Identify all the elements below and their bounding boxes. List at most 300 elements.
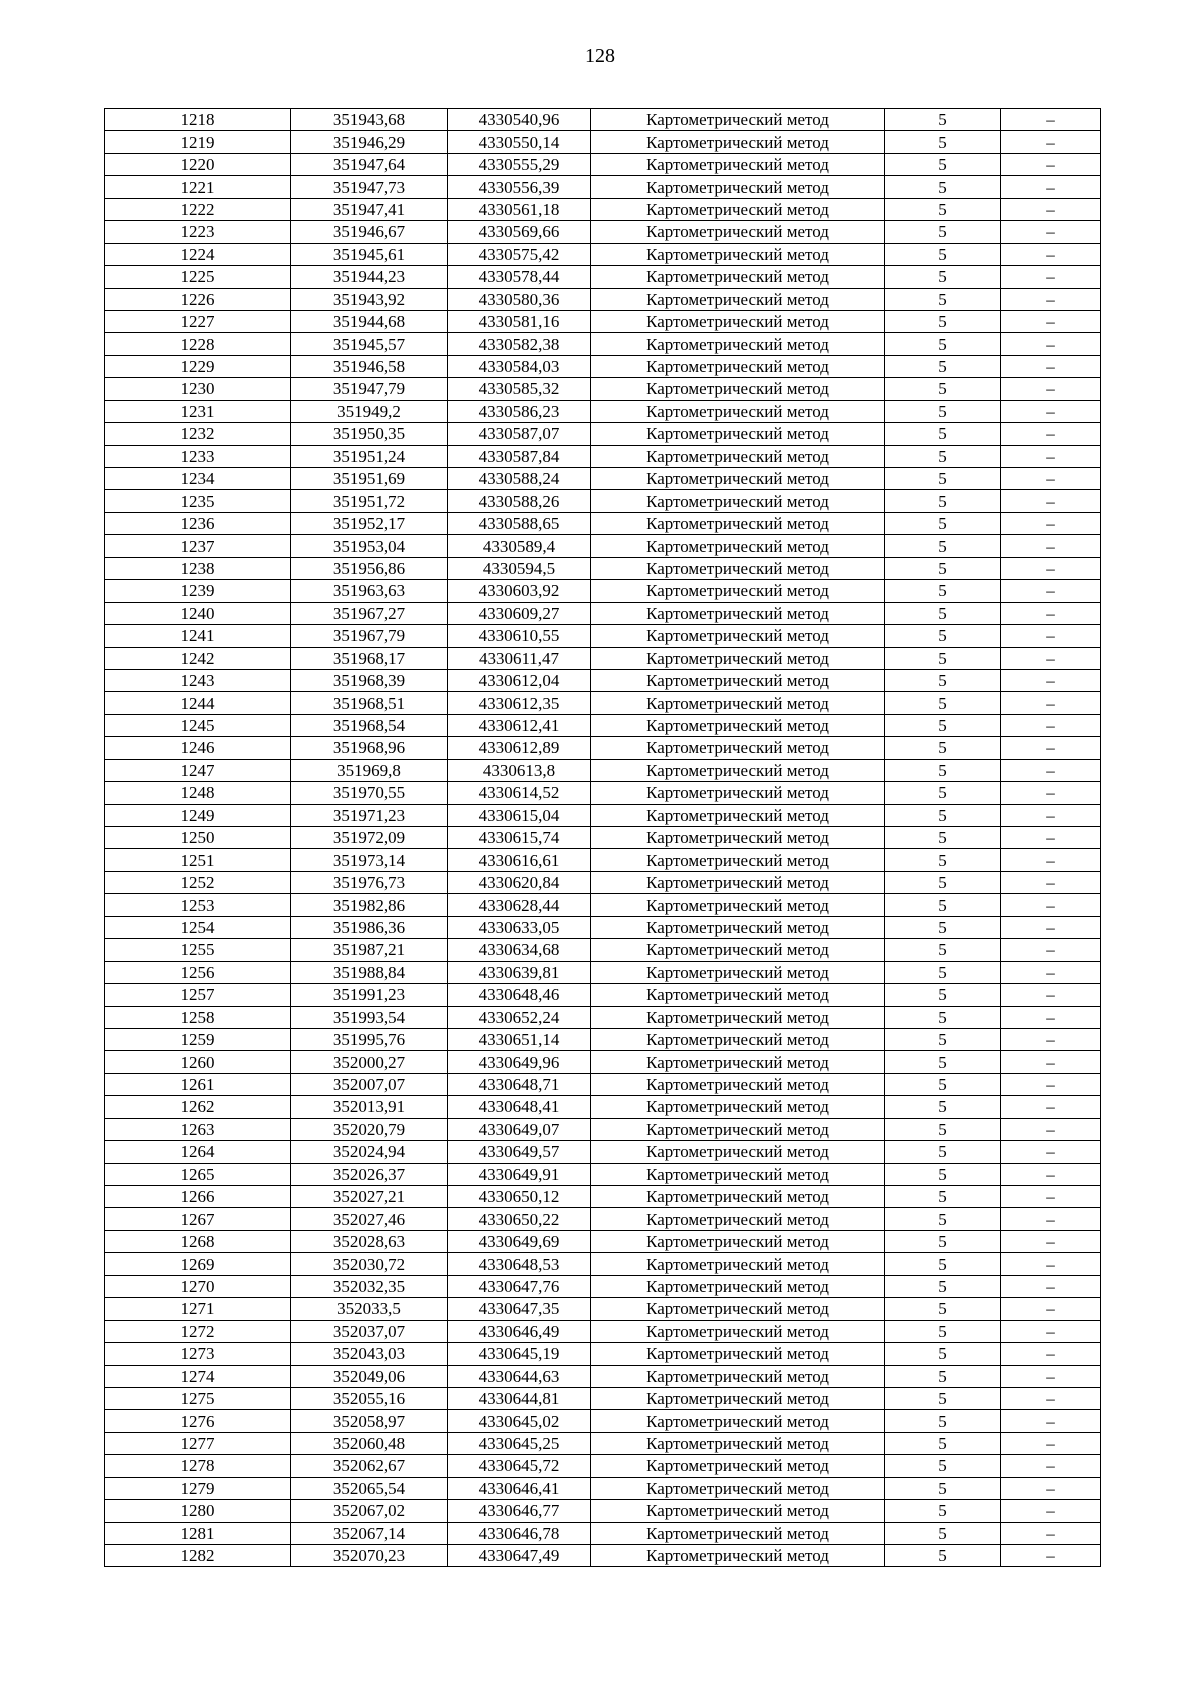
y-coordinate-cell: 4330614,52 xyxy=(448,782,591,804)
empty-mark-cell: – xyxy=(1001,669,1101,691)
accuracy-cell: 5 xyxy=(885,737,1001,759)
empty-mark-cell: – xyxy=(1001,423,1101,445)
empty-mark-cell: – xyxy=(1001,221,1101,243)
method-cell: Картометрический метод xyxy=(591,1186,885,1208)
accuracy-cell: 5 xyxy=(885,1455,1001,1477)
empty-mark-cell: – xyxy=(1001,512,1101,534)
accuracy-cell: 5 xyxy=(885,333,1001,355)
method-cell: Картометрический метод xyxy=(591,288,885,310)
accuracy-cell: 5 xyxy=(885,1073,1001,1095)
x-coordinate-cell: 351968,96 xyxy=(291,737,448,759)
method-cell: Картометрический метод xyxy=(591,512,885,534)
x-coordinate-cell: 352026,37 xyxy=(291,1163,448,1185)
table-row xyxy=(105,1141,1101,1163)
accuracy-cell: 5 xyxy=(885,894,1001,916)
point-number-cell: 1281 xyxy=(105,1522,291,1544)
method-cell: Картометрический метод xyxy=(591,647,885,669)
point-number-cell: 1255 xyxy=(105,939,291,961)
table-row xyxy=(105,400,1101,422)
empty-mark-cell: – xyxy=(1001,1455,1101,1477)
empty-mark-cell: – xyxy=(1001,400,1101,422)
accuracy-cell: 5 xyxy=(885,669,1001,691)
accuracy-cell: 5 xyxy=(885,243,1001,265)
table-row xyxy=(105,176,1101,198)
method-cell: Картометрический метод xyxy=(591,1500,885,1522)
empty-mark-cell: – xyxy=(1001,109,1101,131)
empty-mark-cell: – xyxy=(1001,827,1101,849)
table-row xyxy=(105,1477,1101,1499)
table-row xyxy=(105,109,1101,131)
accuracy-cell: 5 xyxy=(885,625,1001,647)
accuracy-cell: 5 xyxy=(885,804,1001,826)
point-number-cell: 1249 xyxy=(105,804,291,826)
table-row xyxy=(105,1343,1101,1365)
x-coordinate-cell: 351973,14 xyxy=(291,849,448,871)
accuracy-cell: 5 xyxy=(885,692,1001,714)
point-number-cell: 1263 xyxy=(105,1118,291,1140)
x-coordinate-cell: 351988,84 xyxy=(291,961,448,983)
x-coordinate-cell: 351976,73 xyxy=(291,871,448,893)
x-coordinate-cell: 351971,23 xyxy=(291,804,448,826)
x-coordinate-cell: 352020,79 xyxy=(291,1118,448,1140)
table-row xyxy=(105,1073,1101,1095)
y-coordinate-cell: 4330581,16 xyxy=(448,310,591,332)
table-row xyxy=(105,961,1101,983)
method-cell: Картометрический метод xyxy=(591,1073,885,1095)
point-number-cell: 1267 xyxy=(105,1208,291,1230)
accuracy-cell: 5 xyxy=(885,1163,1001,1185)
empty-mark-cell: – xyxy=(1001,310,1101,332)
x-coordinate-cell: 352000,27 xyxy=(291,1051,448,1073)
method-cell: Картометрический метод xyxy=(591,131,885,153)
table-row xyxy=(105,737,1101,759)
x-coordinate-cell: 351951,69 xyxy=(291,468,448,490)
point-number-cell: 1222 xyxy=(105,198,291,220)
point-number-cell: 1245 xyxy=(105,714,291,736)
y-coordinate-cell: 4330650,12 xyxy=(448,1186,591,1208)
point-number-cell: 1282 xyxy=(105,1545,291,1567)
table-row xyxy=(105,1275,1101,1297)
point-number-cell: 1233 xyxy=(105,445,291,467)
method-cell: Картометрический метод xyxy=(591,1051,885,1073)
accuracy-cell: 5 xyxy=(885,1365,1001,1387)
method-cell: Картометрический метод xyxy=(591,266,885,288)
method-cell: Картометрический метод xyxy=(591,1118,885,1140)
point-number-cell: 1241 xyxy=(105,625,291,647)
point-number-cell: 1259 xyxy=(105,1028,291,1050)
method-cell: Картометрический метод xyxy=(591,557,885,579)
accuracy-cell: 5 xyxy=(885,109,1001,131)
table-row xyxy=(105,669,1101,691)
y-coordinate-cell: 4330649,96 xyxy=(448,1051,591,1073)
empty-mark-cell: – xyxy=(1001,1006,1101,1028)
x-coordinate-cell: 352028,63 xyxy=(291,1230,448,1252)
accuracy-cell: 5 xyxy=(885,535,1001,557)
point-number-cell: 1276 xyxy=(105,1410,291,1432)
y-coordinate-cell: 4330616,61 xyxy=(448,849,591,871)
empty-mark-cell: – xyxy=(1001,355,1101,377)
point-number-cell: 1261 xyxy=(105,1073,291,1095)
method-cell: Картометрический метод xyxy=(591,1455,885,1477)
method-cell: Картометрический метод xyxy=(591,198,885,220)
table-row xyxy=(105,288,1101,310)
point-number-cell: 1264 xyxy=(105,1141,291,1163)
empty-mark-cell: – xyxy=(1001,782,1101,804)
point-number-cell: 1221 xyxy=(105,176,291,198)
empty-mark-cell: – xyxy=(1001,1163,1101,1185)
y-coordinate-cell: 4330649,07 xyxy=(448,1118,591,1140)
method-cell: Картометрический метод xyxy=(591,1522,885,1544)
x-coordinate-cell: 351969,8 xyxy=(291,759,448,781)
method-cell: Картометрический метод xyxy=(591,1477,885,1499)
y-coordinate-cell: 4330610,55 xyxy=(448,625,591,647)
method-cell: Картометрический метод xyxy=(591,176,885,198)
coordinates-table-body xyxy=(105,109,1101,1567)
point-number-cell: 1218 xyxy=(105,109,291,131)
point-number-cell: 1235 xyxy=(105,490,291,512)
method-cell: Картометрический метод xyxy=(591,490,885,512)
x-coordinate-cell: 351946,67 xyxy=(291,221,448,243)
table-row xyxy=(105,894,1101,916)
empty-mark-cell: – xyxy=(1001,961,1101,983)
accuracy-cell: 5 xyxy=(885,1253,1001,1275)
empty-mark-cell: – xyxy=(1001,580,1101,602)
accuracy-cell: 5 xyxy=(885,1522,1001,1544)
point-number-cell: 1280 xyxy=(105,1500,291,1522)
method-cell: Картометрический метод xyxy=(591,1387,885,1409)
y-coordinate-cell: 4330644,81 xyxy=(448,1387,591,1409)
point-number-cell: 1225 xyxy=(105,266,291,288)
empty-mark-cell: – xyxy=(1001,737,1101,759)
accuracy-cell: 5 xyxy=(885,1387,1001,1409)
y-coordinate-cell: 4330569,66 xyxy=(448,221,591,243)
point-number-cell: 1232 xyxy=(105,423,291,445)
y-coordinate-cell: 4330578,44 xyxy=(448,266,591,288)
accuracy-cell: 5 xyxy=(885,1051,1001,1073)
empty-mark-cell: – xyxy=(1001,647,1101,669)
x-coordinate-cell: 351991,23 xyxy=(291,984,448,1006)
page-number: 128 xyxy=(585,45,615,67)
point-number-cell: 1237 xyxy=(105,535,291,557)
x-coordinate-cell: 352067,14 xyxy=(291,1522,448,1544)
x-coordinate-cell: 351968,39 xyxy=(291,669,448,691)
empty-mark-cell: – xyxy=(1001,243,1101,265)
x-coordinate-cell: 351982,86 xyxy=(291,894,448,916)
empty-mark-cell: – xyxy=(1001,131,1101,153)
point-number-cell: 1228 xyxy=(105,333,291,355)
empty-mark-cell: – xyxy=(1001,1500,1101,1522)
point-number-cell: 1226 xyxy=(105,288,291,310)
accuracy-cell: 5 xyxy=(885,512,1001,534)
y-coordinate-cell: 4330633,05 xyxy=(448,916,591,938)
method-cell: Картометрический метод xyxy=(591,1298,885,1320)
accuracy-cell: 5 xyxy=(885,871,1001,893)
y-coordinate-cell: 4330648,41 xyxy=(448,1096,591,1118)
table-row xyxy=(105,468,1101,490)
empty-mark-cell: – xyxy=(1001,535,1101,557)
method-cell: Картометрический метод xyxy=(591,1253,885,1275)
point-number-cell: 1251 xyxy=(105,849,291,871)
empty-mark-cell: – xyxy=(1001,557,1101,579)
x-coordinate-cell: 351945,57 xyxy=(291,333,448,355)
y-coordinate-cell: 4330603,92 xyxy=(448,580,591,602)
method-cell: Картометрический метод xyxy=(591,737,885,759)
point-number-cell: 1272 xyxy=(105,1320,291,1342)
point-number-cell: 1246 xyxy=(105,737,291,759)
empty-mark-cell: – xyxy=(1001,894,1101,916)
method-cell: Картометрический метод xyxy=(591,535,885,557)
x-coordinate-cell: 351943,68 xyxy=(291,109,448,131)
x-coordinate-cell: 351944,23 xyxy=(291,266,448,288)
accuracy-cell: 5 xyxy=(885,782,1001,804)
table-row xyxy=(105,1410,1101,1432)
table-row xyxy=(105,849,1101,871)
table-row xyxy=(105,1320,1101,1342)
x-coordinate-cell: 351951,24 xyxy=(291,445,448,467)
accuracy-cell: 5 xyxy=(885,939,1001,961)
table-row xyxy=(105,625,1101,647)
accuracy-cell: 5 xyxy=(885,1477,1001,1499)
x-coordinate-cell: 351956,86 xyxy=(291,557,448,579)
y-coordinate-cell: 4330612,35 xyxy=(448,692,591,714)
method-cell: Картометрический метод xyxy=(591,1275,885,1297)
table-row xyxy=(105,153,1101,175)
empty-mark-cell: – xyxy=(1001,1320,1101,1342)
table-row xyxy=(105,939,1101,961)
x-coordinate-cell: 352037,07 xyxy=(291,1320,448,1342)
empty-mark-cell: – xyxy=(1001,714,1101,736)
point-number-cell: 1275 xyxy=(105,1387,291,1409)
x-coordinate-cell: 351986,36 xyxy=(291,916,448,938)
table-row xyxy=(105,1455,1101,1477)
accuracy-cell: 5 xyxy=(885,647,1001,669)
x-coordinate-cell: 351972,09 xyxy=(291,827,448,849)
accuracy-cell: 5 xyxy=(885,1028,1001,1050)
point-number-cell: 1238 xyxy=(105,557,291,579)
table-row xyxy=(105,445,1101,467)
empty-mark-cell: – xyxy=(1001,1298,1101,1320)
y-coordinate-cell: 4330652,24 xyxy=(448,1006,591,1028)
method-cell: Картометрический метод xyxy=(591,468,885,490)
x-coordinate-cell: 352060,48 xyxy=(291,1432,448,1454)
empty-mark-cell: – xyxy=(1001,804,1101,826)
y-coordinate-cell: 4330645,72 xyxy=(448,1455,591,1477)
y-coordinate-cell: 4330645,19 xyxy=(448,1343,591,1365)
y-coordinate-cell: 4330649,57 xyxy=(448,1141,591,1163)
x-coordinate-cell: 351944,68 xyxy=(291,310,448,332)
x-coordinate-cell: 351963,63 xyxy=(291,580,448,602)
method-cell: Картометрический метод xyxy=(591,1365,885,1387)
point-number-cell: 1229 xyxy=(105,355,291,377)
table-row xyxy=(105,490,1101,512)
point-number-cell: 1252 xyxy=(105,871,291,893)
accuracy-cell: 5 xyxy=(885,445,1001,467)
y-coordinate-cell: 4330587,07 xyxy=(448,423,591,445)
y-coordinate-cell: 4330645,25 xyxy=(448,1432,591,1454)
method-cell: Картометрический метод xyxy=(591,916,885,938)
table-row xyxy=(105,1096,1101,1118)
table-row xyxy=(105,512,1101,534)
y-coordinate-cell: 4330649,69 xyxy=(448,1230,591,1252)
point-number-cell: 1236 xyxy=(105,512,291,534)
method-cell: Картометрический метод xyxy=(591,827,885,849)
x-coordinate-cell: 352033,5 xyxy=(291,1298,448,1320)
x-coordinate-cell: 352030,72 xyxy=(291,1253,448,1275)
empty-mark-cell: – xyxy=(1001,692,1101,714)
point-number-cell: 1250 xyxy=(105,827,291,849)
accuracy-cell: 5 xyxy=(885,961,1001,983)
method-cell: Картометрический метод xyxy=(591,1006,885,1028)
accuracy-cell: 5 xyxy=(885,849,1001,871)
x-coordinate-cell: 351946,29 xyxy=(291,131,448,153)
y-coordinate-cell: 4330588,24 xyxy=(448,468,591,490)
point-number-cell: 1269 xyxy=(105,1253,291,1275)
method-cell: Картометрический метод xyxy=(591,939,885,961)
accuracy-cell: 5 xyxy=(885,176,1001,198)
method-cell: Картометрический метод xyxy=(591,1208,885,1230)
empty-mark-cell: – xyxy=(1001,288,1101,310)
y-coordinate-cell: 4330588,26 xyxy=(448,490,591,512)
accuracy-cell: 5 xyxy=(885,916,1001,938)
x-coordinate-cell: 351968,17 xyxy=(291,647,448,669)
y-coordinate-cell: 4330589,4 xyxy=(448,535,591,557)
y-coordinate-cell: 4330646,49 xyxy=(448,1320,591,1342)
empty-mark-cell: – xyxy=(1001,378,1101,400)
x-coordinate-cell: 352027,21 xyxy=(291,1186,448,1208)
point-number-cell: 1256 xyxy=(105,961,291,983)
x-coordinate-cell: 351967,27 xyxy=(291,602,448,624)
accuracy-cell: 5 xyxy=(885,580,1001,602)
y-coordinate-cell: 4330580,36 xyxy=(448,288,591,310)
empty-mark-cell: – xyxy=(1001,266,1101,288)
method-cell: Картометрический метод xyxy=(591,1545,885,1567)
method-cell: Картометрический метод xyxy=(591,1163,885,1185)
method-cell: Картометрический метод xyxy=(591,1410,885,1432)
method-cell: Картометрический метод xyxy=(591,782,885,804)
point-number-cell: 1253 xyxy=(105,894,291,916)
point-number-cell: 1231 xyxy=(105,400,291,422)
method-cell: Картометрический метод xyxy=(591,221,885,243)
x-coordinate-cell: 351950,35 xyxy=(291,423,448,445)
accuracy-cell: 5 xyxy=(885,310,1001,332)
method-cell: Картометрический метод xyxy=(591,333,885,355)
x-coordinate-cell: 351967,79 xyxy=(291,625,448,647)
point-number-cell: 1268 xyxy=(105,1230,291,1252)
x-coordinate-cell: 352065,54 xyxy=(291,1477,448,1499)
y-coordinate-cell: 4330615,04 xyxy=(448,804,591,826)
empty-mark-cell: – xyxy=(1001,1051,1101,1073)
accuracy-cell: 5 xyxy=(885,1096,1001,1118)
x-coordinate-cell: 351968,54 xyxy=(291,714,448,736)
table-row xyxy=(105,580,1101,602)
y-coordinate-cell: 4330647,76 xyxy=(448,1275,591,1297)
x-coordinate-cell: 351951,72 xyxy=(291,490,448,512)
method-cell: Картометрический метод xyxy=(591,669,885,691)
point-number-cell: 1224 xyxy=(105,243,291,265)
table-row xyxy=(105,1298,1101,1320)
table-row xyxy=(105,714,1101,736)
table-row xyxy=(105,804,1101,826)
x-coordinate-cell: 351970,55 xyxy=(291,782,448,804)
method-cell: Картометрический метод xyxy=(591,849,885,871)
method-cell: Картометрический метод xyxy=(591,1028,885,1050)
table-row xyxy=(105,1500,1101,1522)
x-coordinate-cell: 352055,16 xyxy=(291,1387,448,1409)
x-coordinate-cell: 351947,79 xyxy=(291,378,448,400)
accuracy-cell: 5 xyxy=(885,1141,1001,1163)
x-coordinate-cell: 352043,03 xyxy=(291,1343,448,1365)
table-row xyxy=(105,1163,1101,1185)
x-coordinate-cell: 351949,2 xyxy=(291,400,448,422)
method-cell: Картометрический метод xyxy=(591,759,885,781)
method-cell: Картометрический метод xyxy=(591,1320,885,1342)
y-coordinate-cell: 4330588,65 xyxy=(448,512,591,534)
accuracy-cell: 5 xyxy=(885,759,1001,781)
empty-mark-cell: – xyxy=(1001,1343,1101,1365)
method-cell: Картометрический метод xyxy=(591,871,885,893)
method-cell: Картометрический метод xyxy=(591,378,885,400)
y-coordinate-cell: 4330561,18 xyxy=(448,198,591,220)
table-row xyxy=(105,355,1101,377)
x-coordinate-cell: 352007,07 xyxy=(291,1073,448,1095)
y-coordinate-cell: 4330647,49 xyxy=(448,1545,591,1567)
point-number-cell: 1227 xyxy=(105,310,291,332)
empty-mark-cell: – xyxy=(1001,1365,1101,1387)
x-coordinate-cell: 351995,76 xyxy=(291,1028,448,1050)
x-coordinate-cell: 351947,64 xyxy=(291,153,448,175)
point-number-cell: 1277 xyxy=(105,1432,291,1454)
method-cell: Картометрический метод xyxy=(591,1141,885,1163)
table-row xyxy=(105,1387,1101,1409)
y-coordinate-cell: 4330540,96 xyxy=(448,109,591,131)
method-cell: Картометрический метод xyxy=(591,602,885,624)
point-number-cell: 1230 xyxy=(105,378,291,400)
table-row xyxy=(105,916,1101,938)
x-coordinate-cell: 352049,06 xyxy=(291,1365,448,1387)
point-number-cell: 1273 xyxy=(105,1343,291,1365)
point-number-cell: 1258 xyxy=(105,1006,291,1028)
y-coordinate-cell: 4330611,47 xyxy=(448,647,591,669)
accuracy-cell: 5 xyxy=(885,1343,1001,1365)
empty-mark-cell: – xyxy=(1001,939,1101,961)
table-row xyxy=(105,1118,1101,1140)
y-coordinate-cell: 4330586,23 xyxy=(448,400,591,422)
table-row xyxy=(105,1545,1101,1567)
empty-mark-cell: – xyxy=(1001,490,1101,512)
y-coordinate-cell: 4330646,41 xyxy=(448,1477,591,1499)
method-cell: Картометрический метод xyxy=(591,310,885,332)
empty-mark-cell: – xyxy=(1001,445,1101,467)
table-row xyxy=(105,310,1101,332)
x-coordinate-cell: 351943,92 xyxy=(291,288,448,310)
empty-mark-cell: – xyxy=(1001,625,1101,647)
y-coordinate-cell: 4330613,8 xyxy=(448,759,591,781)
accuracy-cell: 5 xyxy=(885,288,1001,310)
empty-mark-cell: – xyxy=(1001,1186,1101,1208)
point-number-cell: 1248 xyxy=(105,782,291,804)
point-number-cell: 1260 xyxy=(105,1051,291,1073)
point-number-cell: 1262 xyxy=(105,1096,291,1118)
y-coordinate-cell: 4330644,63 xyxy=(448,1365,591,1387)
method-cell: Картометрический метод xyxy=(591,423,885,445)
y-coordinate-cell: 4330620,84 xyxy=(448,871,591,893)
y-coordinate-cell: 4330612,89 xyxy=(448,737,591,759)
table-row xyxy=(105,1006,1101,1028)
x-coordinate-cell: 352027,46 xyxy=(291,1208,448,1230)
empty-mark-cell: – xyxy=(1001,1208,1101,1230)
y-coordinate-cell: 4330628,44 xyxy=(448,894,591,916)
empty-mark-cell: – xyxy=(1001,1545,1101,1567)
